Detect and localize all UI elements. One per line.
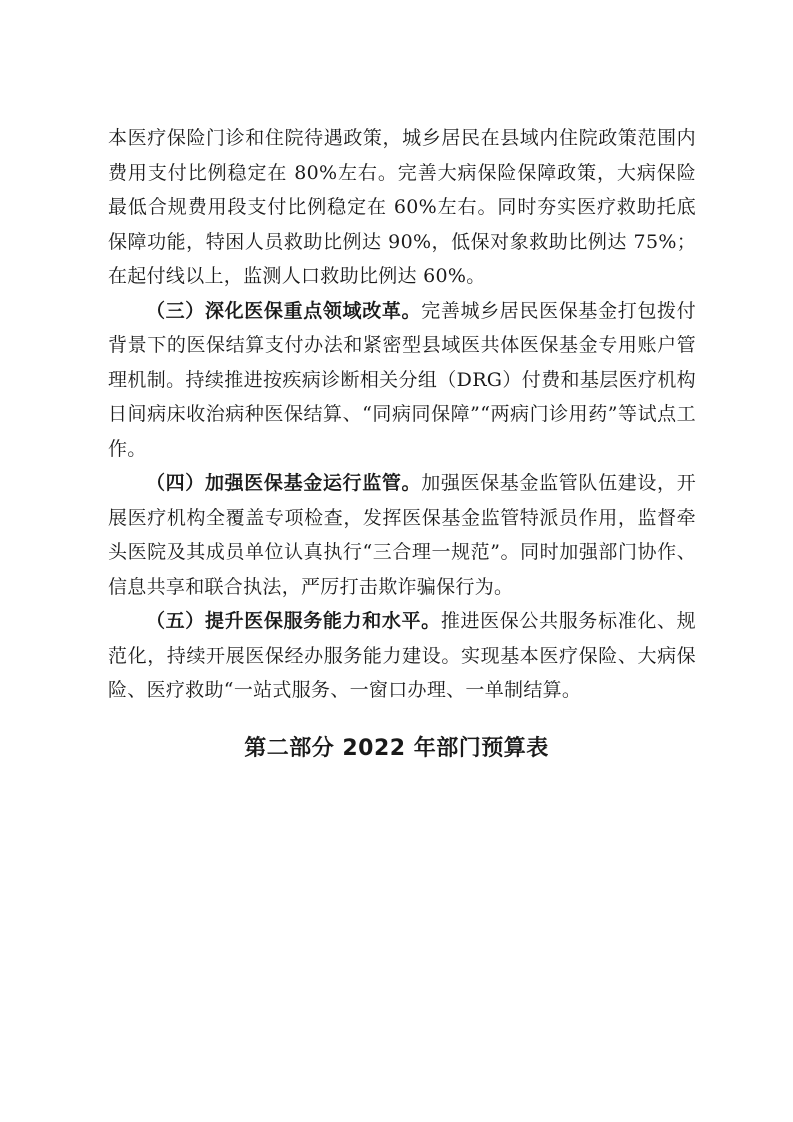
paragraph-section-4: [108, 466, 696, 604]
body-text: [108, 121, 696, 708]
part-two-title: 第二部分 2022 年部门预算表: [244, 736, 549, 761]
paragraph-section-3: [108, 294, 696, 467]
paragraph-text: 推进医保公共服务标准化、规范化，持续开展医保经办服务能力建设。实现基本医疗保险、大病保险、医疗救助“一站式服务、一窗口办理、一单制结算。: [108, 610, 696, 701]
paragraph-text: 完善城乡居民医保基金打包拨付背景下的医保结算支付办法和紧密型县域医共体医保基金专用账户管理机制。持续推进按疾病诊断相关分组（DRG）付费和基层医疗机构日间病床收治病种医保结算、“同病同保障”“两病门诊用药”等试点工作。: [108, 299, 697, 460]
section-heading-4: （四）加强医保基金运行监管。: [146, 472, 422, 494]
paragraph-text: 加强医保基金监管队伍建设，开展医疗机构全覆盖专项检查，发挥医保基金监管特派员作用，监督牵头医院及其成员单位认真执行“三合理一规范”。同时加强部门协作、信息共享和联合执法，严厉打击欺诈骗保行为。: [108, 472, 697, 598]
section-heading-5: （五）提升医保服务能力和水平。: [146, 610, 441, 632]
section-heading-3: （三）深化医保重点领域改革。: [146, 299, 422, 322]
paragraph-section-5: [108, 604, 696, 708]
paragraph-text: 本医疗保险门诊和住院待遇政策，城乡居民在县域内住院政策范围内费用支付比例稳定在 80%左右。完善大病保险保障政策，大病保险最低合规费用段支付比例稳定在 60%左右。同时夯实医疗救助托底保障功能，特困人员救助比例达 90%，低保对象救助比例达 75%；在起付线以上，监测人口救助比例达 60%。: [108, 127, 696, 287]
paragraph-continuation: [108, 121, 696, 294]
